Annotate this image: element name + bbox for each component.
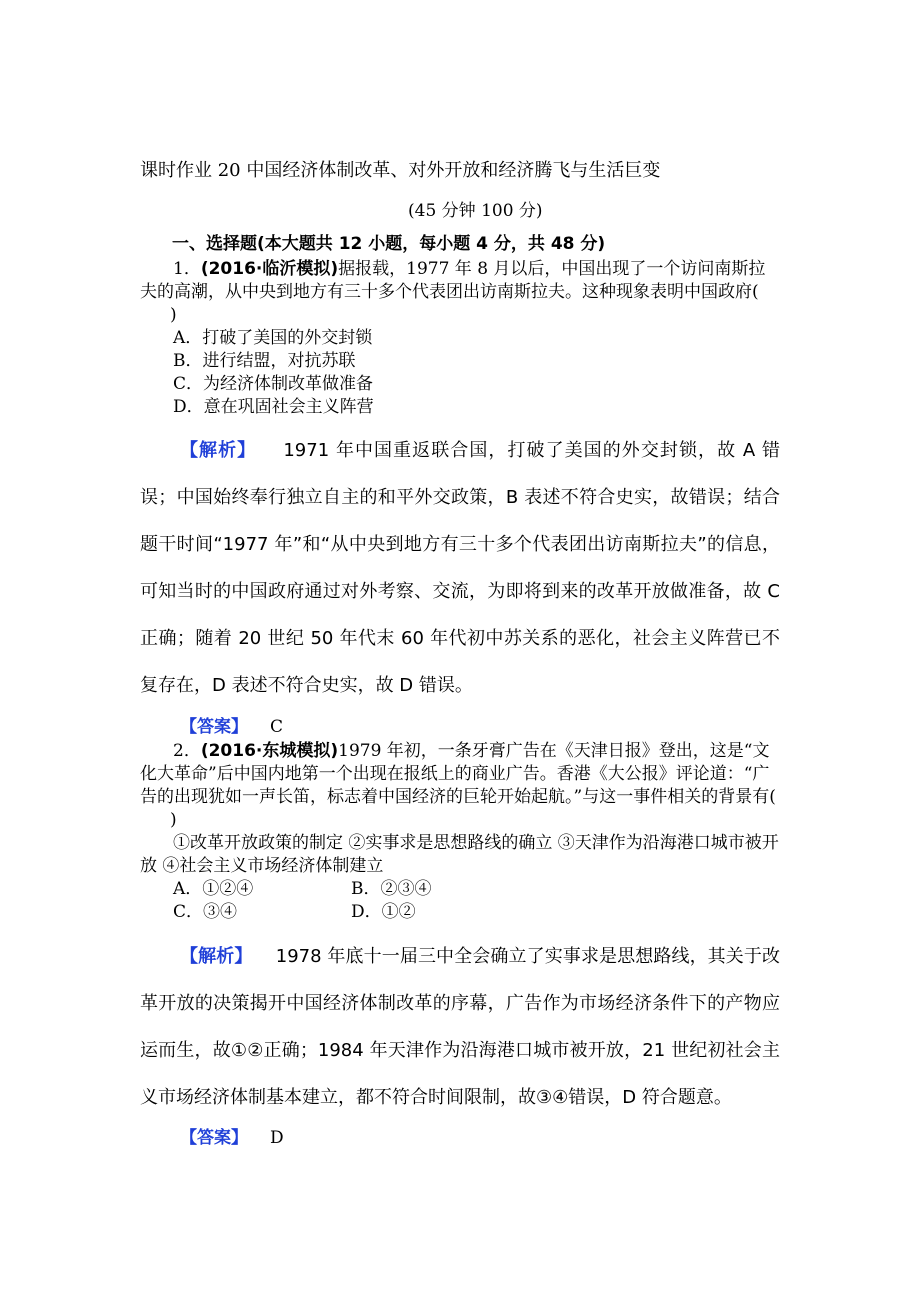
analysis-tag: 【解析】 bbox=[180, 440, 257, 461]
question-number: 1． bbox=[173, 259, 201, 279]
time-score-note: (45 分钟 100 分) bbox=[408, 201, 543, 221]
option-b: B．进行结盟，对抗苏联 bbox=[173, 351, 356, 371]
options-row-1 bbox=[140, 878, 780, 901]
question-stem-text: 据报载，1977 年 8 月以后，中国出现了一个访问南斯拉夫的高潮，从中央到地方有三十多个代表团出访南斯拉夫。这种现象表明中国政府( bbox=[140, 259, 766, 302]
question-stem-end: ) bbox=[170, 305, 177, 325]
question-1-answer bbox=[180, 715, 283, 739]
question-1-stem bbox=[140, 258, 780, 327]
option-a: A．打破了美国的外交封锁 bbox=[173, 328, 373, 348]
question-2-analysis bbox=[140, 933, 780, 1121]
question-stem-text: 1979 年初，一条牙膏广告在《天津日报》登出，这是“文化大革命”后中国内地第一个出现在报纸上的商业广告。香港《大公报》评论道：“广告的出现犹如一声长笛，标志着中国经济的巨轮开始起航。”与这一事件相关的背景有( bbox=[140, 741, 776, 807]
option-d: D．意在巩固社会主义阵营 bbox=[173, 397, 374, 417]
question-2-stem bbox=[140, 740, 780, 832]
option-c: C．③④ bbox=[173, 902, 238, 922]
question-2-statements: ①改革开放政策的制定 ②实事求是思想路线的确立 ③天津作为沿海港口城市被开放 ④社会主义市场经济体制建立 bbox=[140, 833, 779, 876]
question-source: (2016·东城模拟) bbox=[200, 741, 339, 761]
analysis-text: 1971 年中国重返联合国，打破了美国的外交封锁，故 A 错误；中国始终奉行独立自主的和平外交政策，B 表述不符合史实，故错误；结合题干时间“1977 年”和“从中央到地方有三十多个代表团出访南斯拉夫”的信息，可知当时的中国政府通过对外考察、交流，为即将到来的改革开放做准备，故 C 正确；随着 20 世纪 50 年代末 60 年代初中苏关系的恶化，社会主义阵营已不复存在，D 表述不符合史实，故 D 错误。 bbox=[140, 440, 781, 696]
analysis-text: 1978 年底十一届三中全会确立了实事求是思想路线，其关于改革开放的决策揭开中国经济体制改革的序幕，广告作为市场经济条件下的产物应运而生，故①②正确；1984 年天津作为沿海港口城市被开放，21 世纪初社会主义市场经济体制基本建立，都不符合时间限制，故③④错误，D 符合题意。 bbox=[140, 946, 781, 1108]
answer-tag: 【答案】 bbox=[180, 1128, 248, 1148]
question-1-analysis bbox=[140, 427, 780, 709]
analysis-tag: 【解析】 bbox=[180, 946, 253, 967]
question-2-answer bbox=[180, 1126, 284, 1150]
option-c: C．为经济体制改革做准备 bbox=[173, 374, 374, 394]
section-heading: 一、选择题(本大题共 12 小题，每小题 4 分，共 48 分) bbox=[172, 234, 606, 254]
answer-value: C bbox=[270, 717, 284, 737]
question-2 bbox=[140, 740, 780, 924]
answer-value: D bbox=[270, 1128, 284, 1148]
option-d: D．①② bbox=[351, 902, 416, 922]
options-row-2 bbox=[140, 901, 780, 924]
question-source: (2016·临沂模拟) bbox=[200, 259, 339, 279]
question-stem-end: ) bbox=[170, 810, 177, 830]
answer-tag: 【答案】 bbox=[180, 717, 248, 737]
question-1 bbox=[140, 258, 780, 419]
option-a: A．①②④ bbox=[173, 879, 254, 899]
page-title: 课时作业 20 中国经济体制改革、对外开放和经济腾飞与生活巨变 bbox=[140, 160, 661, 181]
question-number: 2． bbox=[173, 741, 201, 761]
option-b: B．②③④ bbox=[351, 879, 432, 899]
